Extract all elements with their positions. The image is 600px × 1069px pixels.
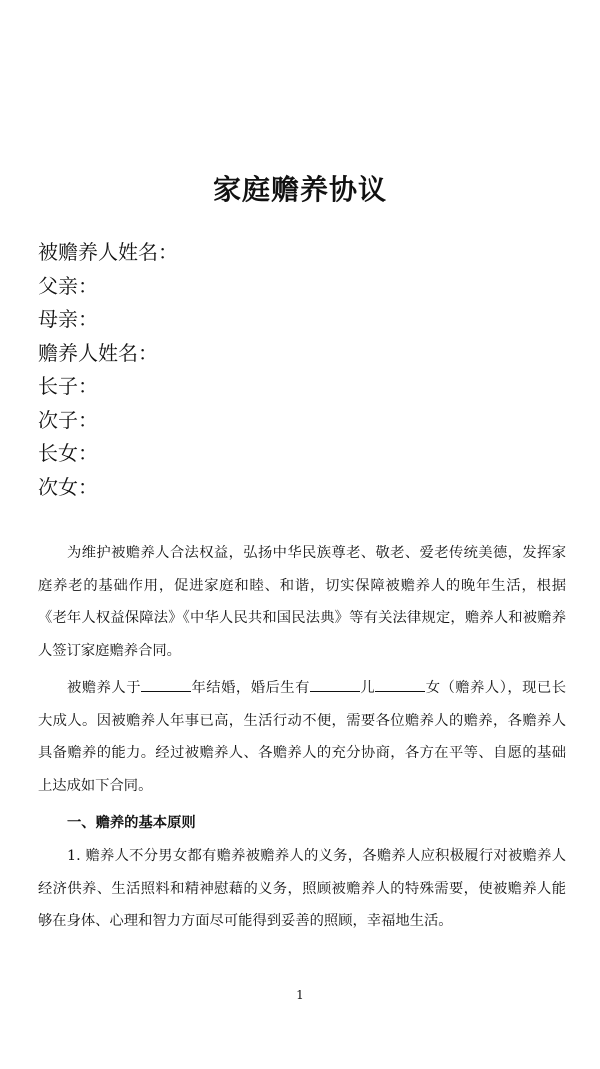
section-heading-basic-principles: 一、赡养的基本原则 (67, 815, 196, 831)
background-text-3: 儿 (359, 680, 376, 696)
party-mother: 母亲： (38, 307, 98, 331)
background-paragraph (38, 672, 566, 802)
party-eldest-son: 长子： (38, 374, 98, 398)
marriage-year-blank (141, 677, 191, 692)
sons-count-blank (310, 677, 360, 692)
party-father: 父亲： (38, 273, 98, 298)
party-eldest-daughter: 长女： (38, 441, 98, 465)
principle-1-paragraph: 1. 赡养人不分男女都有赡养被赡养人的义务，各赡养人应积极履行对被赡养人经济供养、生活照料和精神慰藉的义务，照顾被赡养人的特殊需要，使被赡养人能够在身体、心理和智力方面尽可能得到妥善的照顾，幸福地生活。 (38, 848, 566, 929)
party-second-daughter: 次女： (38, 474, 98, 499)
background-text-4: 女（赡养人），现已长大成人。因被赡养人年事已高，生活行动不便，需要各位赡养人的赡养，各赡养人具备赡养的能力。经过被赡养人、各赡养人的充分协商，各方在平等、自愿的基础上达成如下合同。 (38, 680, 567, 794)
background-text-2: 年结婚，婚后生有 (191, 680, 310, 696)
preamble-paragraph: 为维护被赡养人合法权益，弘扬中华民族尊老、敬老、爱老传统美德，发挥家庭养老的基础作用，促进家庭和睦、和谐，切实保障被赡养人的晚年生活，根据《老年人权益保障法》《中华人民共和国民法典》等有关法律规定，赡养人和被赡养人签订家庭赡养合同。 (38, 545, 566, 659)
page-number: 1 (296, 988, 304, 1002)
party-supporter-name: 赡养人姓名： (38, 340, 158, 365)
daughters-count-blank (375, 677, 425, 692)
party-list (38, 236, 568, 504)
background-text-1: 被赡养人于 (67, 680, 141, 696)
party-beneficiary-name: 被赡养人姓名： (38, 240, 178, 264)
document-title: 家庭赡养协议 (212, 173, 387, 206)
party-second-son: 次子： (38, 407, 98, 432)
